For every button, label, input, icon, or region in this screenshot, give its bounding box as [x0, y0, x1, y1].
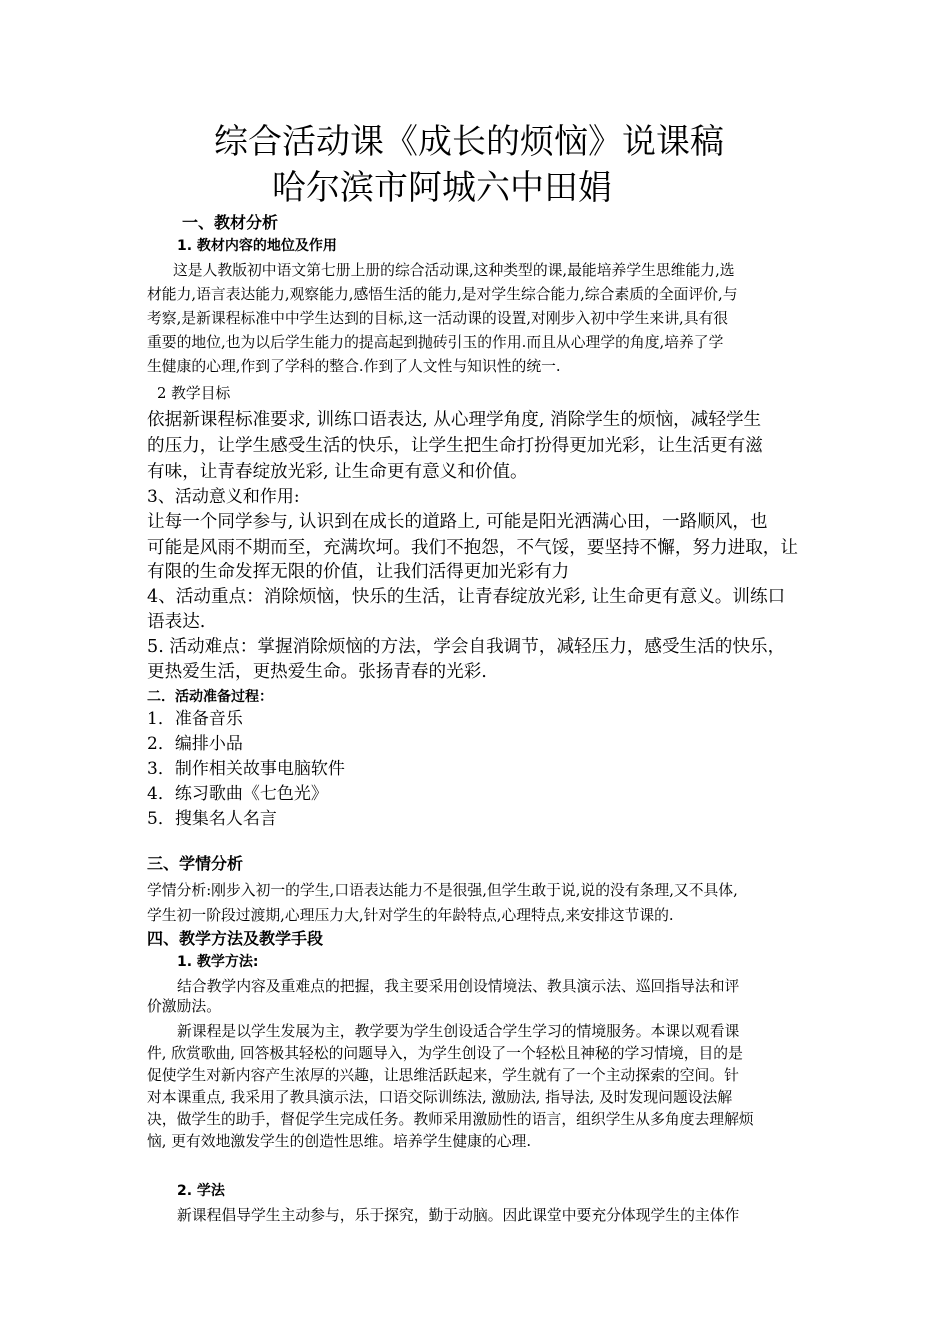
s4-para2-line: 决，做学生的助手，督促学生完成任务。教师采用激励性的语言，组织学生从多角度去理解烦 [147, 1111, 754, 1128]
s4-para1-line: 结合教学内容及重难点的把握，我主要采用创设情境法、教具演示法、巡回指导法和评 [177, 978, 740, 995]
s1-para3-line: 可能是风雨不期而至，充满坎坷。我们不抱怨，不气馁，要坚持不懈，努力进取，让 [147, 538, 798, 558]
s2-list-item: 1．准备音乐 [147, 709, 243, 729]
s3-para-line: 学生初一阶段过渡期,心理压力大,针对学生的年龄特点,心理特点,来安排这节课的. [147, 907, 674, 924]
s3-para-line: 学情分析:刚步入初一的学生,口语表达能力不是很强,但学生敢于说,说的没有条理,又不具体, [147, 882, 738, 899]
s2-list-item: 2．编排小品 [147, 734, 243, 754]
section-1-sub-3: 3、活动意义和作用: [147, 487, 300, 507]
section-4-sub-2: 2. 学法 [177, 1183, 225, 1199]
s1-para5-line: 更热爱生活，更热爱生命。张扬青春的光彩. [147, 662, 487, 682]
s4-para2-line: 对本课重点, 我采用了教具演示法，口语交际训练法, 激励法, 指导法, 及时发现问题设法解 [147, 1089, 733, 1106]
s1-para4-line: 4、活动重点：消除烦恼，快乐的生活，让青春绽放光彩, 让生命更有意义。训练口 [147, 587, 786, 607]
section-1-sub-2: 2 教学目标 [157, 385, 231, 402]
section-2-heading: 二．活动准备过程： [147, 689, 273, 705]
s2-list-item: 3．制作相关故事电脑软件 [147, 759, 345, 779]
s4-para2-line: 促使学生对新内容产生浓厚的兴趣，让思维活跃起来，学生就有了一个主动探索的空间。针 [147, 1067, 739, 1084]
doc-author: 哈尔滨市阿城六中田娟 [272, 168, 612, 208]
s1-para1-line: 这是人教版初中语文第七册上册的综合活动课,这种类型的课,最能培养学生思维能力,选 [173, 262, 735, 279]
doc-title: 综合活动课《成长的烦恼》说课稿 [214, 122, 724, 162]
s1-para3-line: 有限的生命发挥无限的价值，让我们活得更加光彩有力 [147, 562, 570, 582]
s4-para2-line: 恼, 更有效地激发学生的创造性思维。培养学生健康的心理. [147, 1133, 532, 1150]
s1-para2-line: 的压力，让学生感受生活的快乐，让学生把生命打扮得更加光彩，让生活更有滋 [147, 436, 763, 456]
section-4-heading: 四、教学方法及教学手段 [147, 929, 324, 948]
s1-para1-line: 生健康的心理,作到了学科的整合.作到了人文性与知识性的统一. [147, 358, 561, 375]
section-1-sub-1: 1. 教材内容的地位及作用 [177, 238, 337, 254]
section-4-sub-1: 1. 教学方法: [177, 954, 259, 970]
s2-list-item: 4．练习歌曲《七色光》 [147, 784, 328, 804]
section-3-heading: 三、学情分析 [147, 854, 244, 873]
s1-para3-line: 让每一个同学参与, 认识到在成长的道路上, 可能是阳光洒满心田，一路顺风，也 [147, 512, 768, 532]
s4-para2-line: 件, 欣赏歌曲, 回答极其轻松的问题导入，为学生创设了一个轻松且神秘的学习情境，目的是 [147, 1045, 743, 1062]
s4-para2-line: 新课程是以学生发展为主，教学要为学生创设适合学生学习的情境服务。本课以观看课 [177, 1023, 740, 1040]
s1-para4-line: 语表达. [147, 612, 206, 632]
s1-para1-line: 材能力,语言表达能力,观察能力,感悟生活的能力,是对学生综合能力,综合素质的全面评价,与 [147, 286, 738, 303]
s1-para1-line: 重要的地位,也为以后学生能力的提高起到抛砖引玉的作用.而且从心理学的角度,培养了学 [147, 334, 724, 351]
s1-para5-line: 5. 活动难点：掌握消除烦恼的方法，学会自我调节，减轻压力，感受生活的快乐， [147, 637, 786, 657]
s4-para1-line: 价激励法。 [147, 998, 221, 1015]
s4-para3-line: 新课程倡导学生主动参与，乐于探究，勤于动脑。因此课堂中要充分体现学生的主体作 [177, 1207, 740, 1224]
s1-para2-line: 有味，让青春绽放光彩, 让生命更有意义和价值。 [147, 462, 528, 482]
s1-para1-line: 考察,是新课程标准中中学生达到的目标,这一活动课的设置,对刚步入初中学生来讲,具有很 [147, 310, 729, 327]
s2-list-item: 5．搜集名人名言 [147, 809, 277, 829]
s1-para2-line: 依据新课程标准要求, 训练口语表达, 从心理学角度, 消除学生的烦恼，减轻学生 [147, 410, 762, 430]
section-1-heading: 一、教材分析 [182, 213, 279, 232]
